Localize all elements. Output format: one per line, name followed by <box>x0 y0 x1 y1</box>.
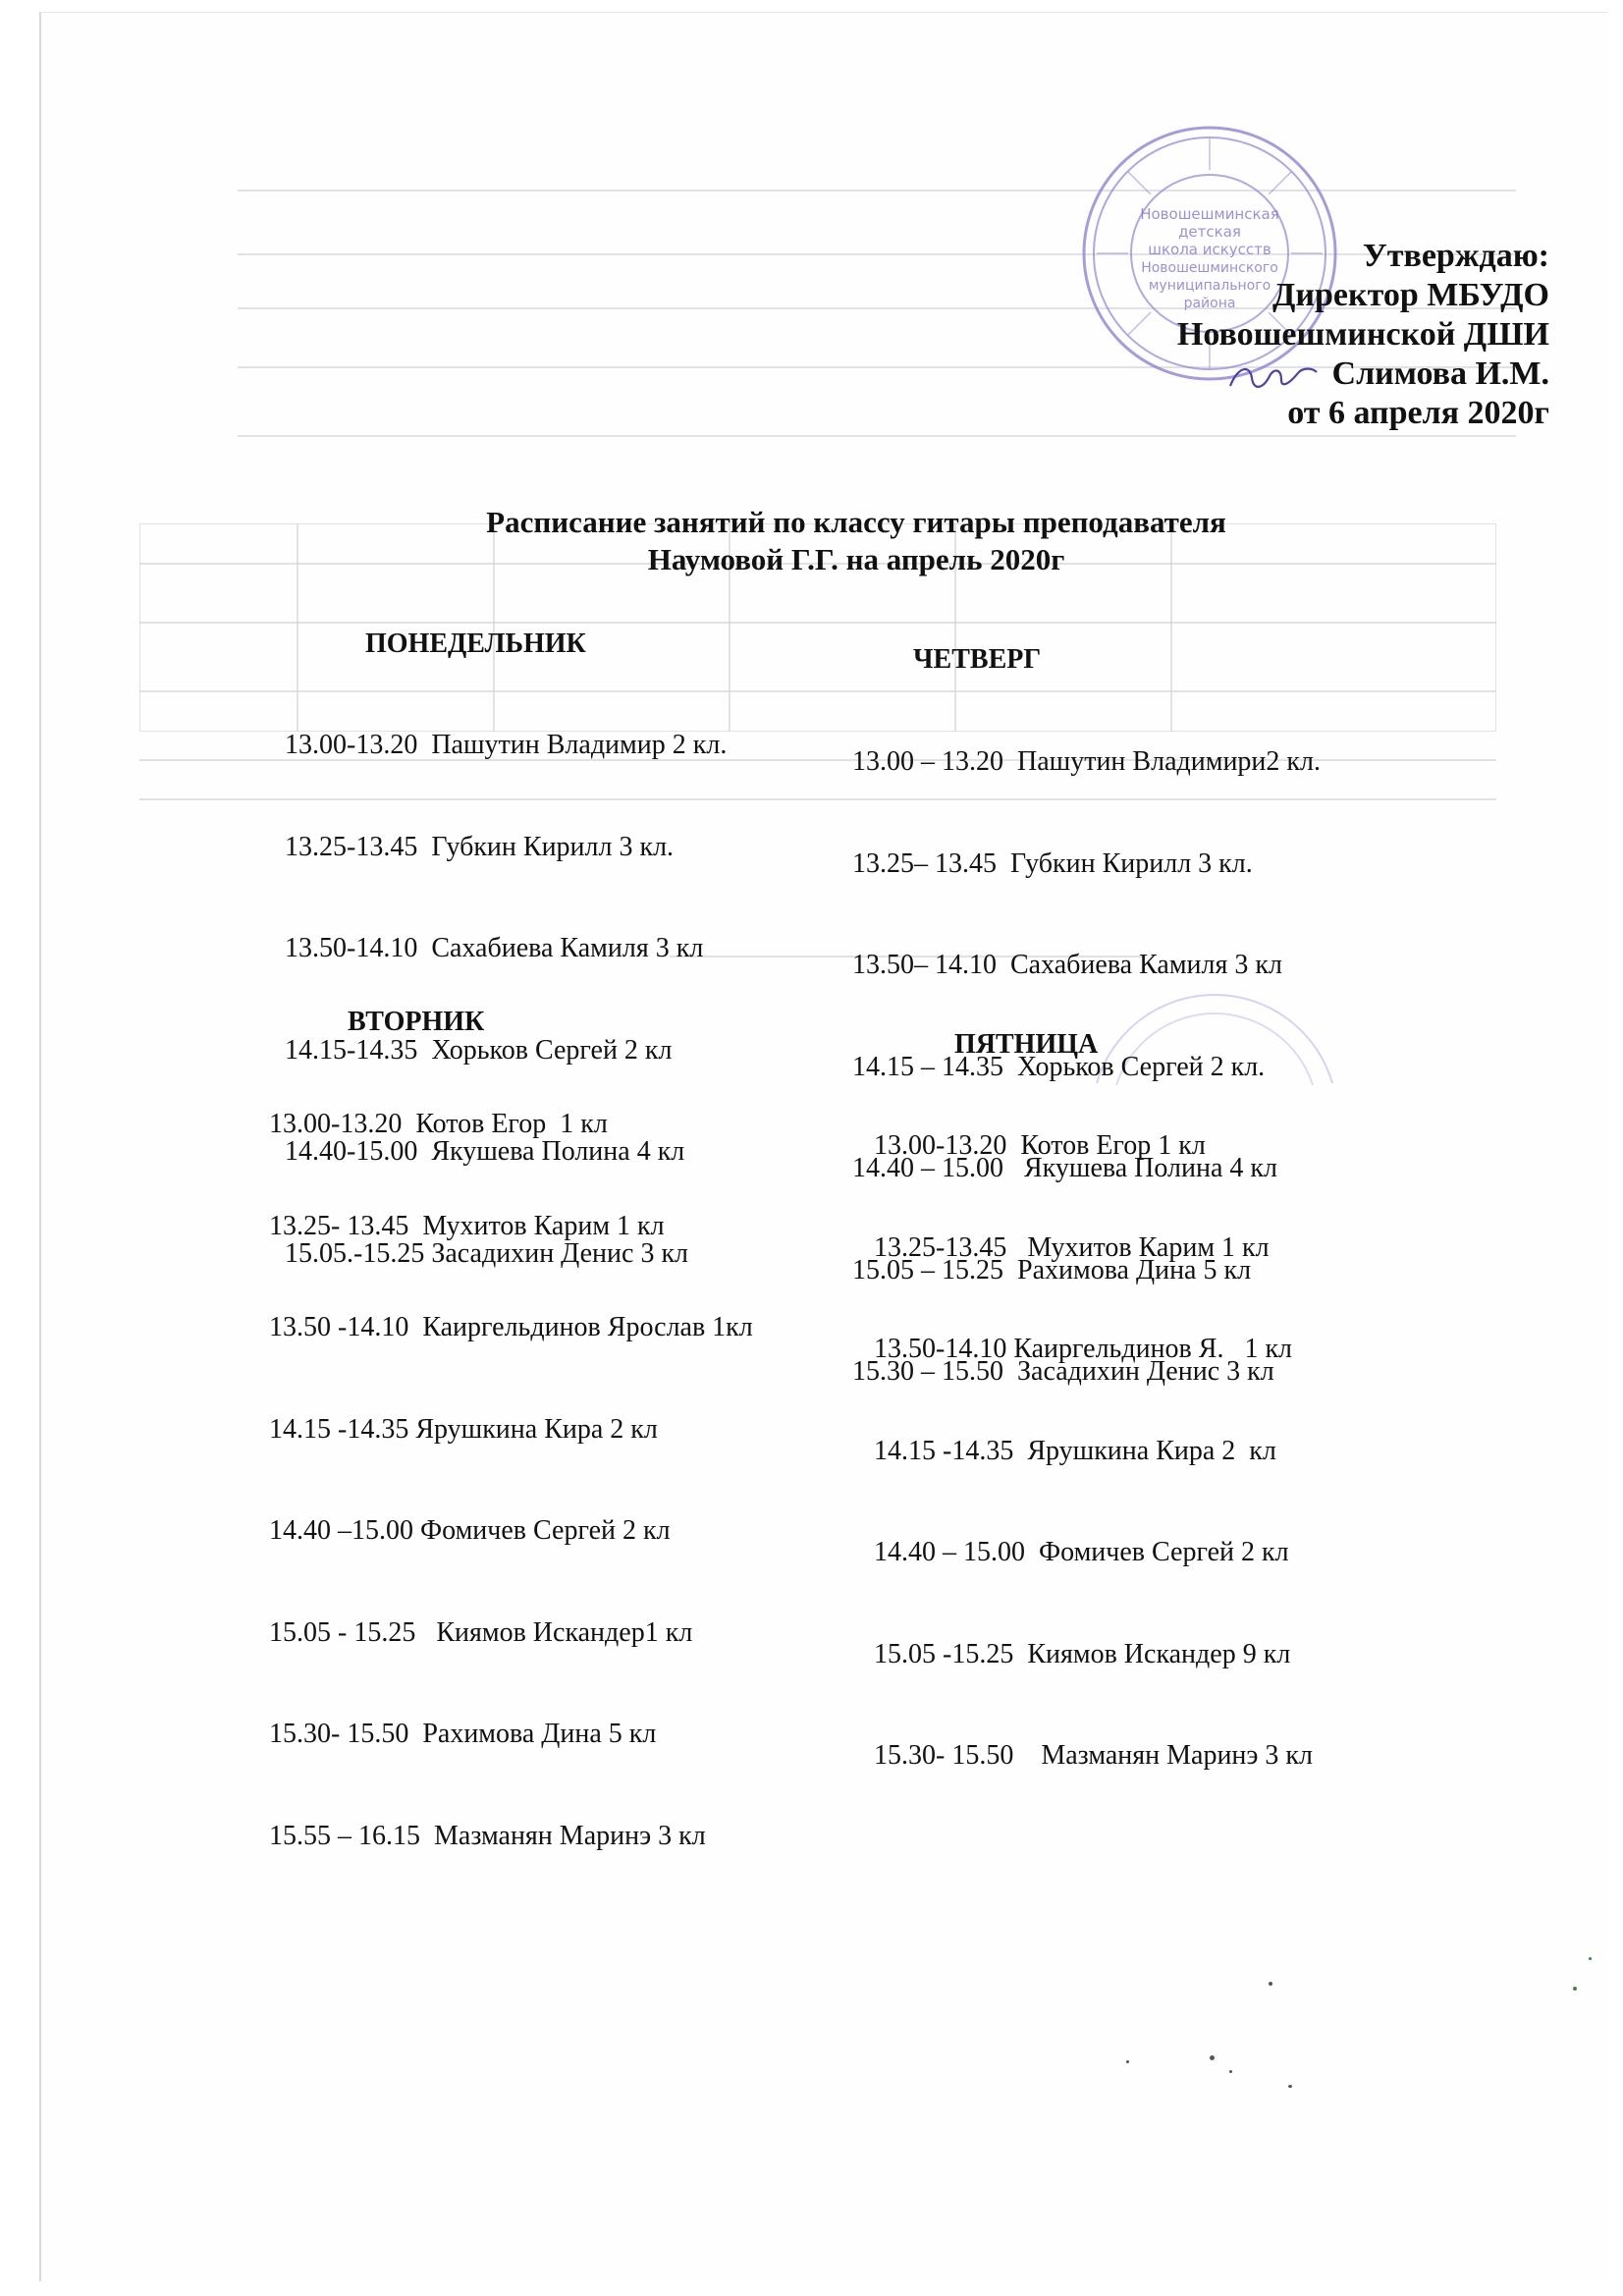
stamp-line-3: школа искусств <box>1148 241 1271 258</box>
document-title <box>365 504 1347 578</box>
approval-line-1: Утверждаю: <box>1362 238 1549 274</box>
schedule-row: 15.05.-15.25 Засадихин Денис 3 кл <box>285 1237 689 1269</box>
schedule-row: 14.40 – 15.00 Якушева Полина 4 кл <box>852 1153 1277 1183</box>
tuesday-heading: ВТОРНИК <box>348 1007 485 1037</box>
schedule-row: 13.00-13.20 Котов Егор 1 кл <box>874 1130 1206 1161</box>
schedule-row: 15.30- 15.50 Рахимова Дина 5 кл <box>269 1719 657 1749</box>
monday-heading: ПОНЕДЕЛЬНИК <box>365 629 586 659</box>
schedule-row: 13.00-13.20 Пашутин Владимир 2 кл. <box>285 730 728 760</box>
stamp-line-4: Новошешминского <box>1141 260 1278 276</box>
stamp-line-2: детская <box>1178 223 1241 241</box>
schedule-row: 13.25– 13.45 Губкин Кирилл 3 кл. <box>852 847 1253 879</box>
schedule-row: 14.40-15.00 Якушева Полина 4 кл <box>285 1136 685 1167</box>
schedule-row: 14.40 – 15.00 Фомичев Сергей 2 кл <box>874 1537 1289 1567</box>
schedule-row: 14.15-14.35 Хорьков Сергей 2 кл <box>285 1034 673 1066</box>
friday-schedule <box>874 1062 1313 1841</box>
schedule-row: 13.50-14.10 Каиргельдинов Я. 1 кл <box>874 1334 1293 1364</box>
document-page <box>39 12 1608 2281</box>
schedule-row: 15.05 - 15.25 Киямов Искандер1 кл <box>269 1616 693 1648</box>
schedule-row: 13.25-13.45 Мухитов Карим 1 кл <box>874 1231 1270 1263</box>
schedule-row: 13.25- 13.45 Мухитов Карим 1 кл <box>269 1210 665 1241</box>
schedule-row: 15.05 – 15.25 Рахимова Дина 5 кл <box>852 1254 1252 1285</box>
schedule-row: 13.50– 14.10 Сахабиева Камиля 3 кл <box>852 950 1282 980</box>
schedule-row: 15.30- 15.50 Мазманян Маринэ 3 кл <box>874 1740 1314 1771</box>
schedule-row: 13.00 – 13.20 Пашутин Владимири2 кл. <box>852 746 1321 777</box>
friday-heading: ПЯТНИЦА <box>954 1029 1099 1060</box>
approval-line-3: Новошешминской ДШИ <box>1176 316 1549 353</box>
schedule-row: 13.00-13.20 Котов Егор 1 кл <box>269 1109 608 1139</box>
tuesday-schedule <box>269 1040 753 1921</box>
approval-line-2: Директор МБУДО <box>1272 277 1549 313</box>
title-line-1: Расписание занятий по классу гитары преподавателя <box>486 505 1226 539</box>
schedule-row: 14.15 – 14.35 Хорьков Сергей 2 кл. <box>852 1051 1266 1082</box>
schedule-row: 15.30 – 15.50 Засадихин Денис 3 кл <box>852 1356 1274 1387</box>
approval-line-4: Слимова И.М. <box>1331 355 1549 392</box>
schedule-row: 15.05 -15.25 Киямов Искандер 9 кл <box>874 1638 1291 1669</box>
stamp-line-6: района <box>1183 296 1236 311</box>
schedule-row: 14.15 -14.35 Ярушкина Кира 2 кл <box>269 1413 658 1445</box>
schedule-row: 15.55 – 16.15 Мазманян Маринэ 3 кл <box>269 1820 706 1851</box>
schedule-row: 14.15 -14.35 Ярушкина Кира 2 кл <box>874 1435 1276 1466</box>
stamp-line-1: Новошешминская <box>1140 205 1279 223</box>
schedule-row: 13.50 -14.10 Каиргельдинов Ярослав 1кл <box>269 1312 753 1342</box>
schedule-row: 14.40 –15.00 Фомичев Сергей 2 кл <box>269 1515 671 1546</box>
approval-block <box>1177 237 1549 433</box>
stamp-line-5: муниципального <box>1148 278 1271 294</box>
approval-line-5: от 6 апреля 2020г <box>1287 395 1549 431</box>
schedule-row: 13.50-14.10 Сахабиева Камиля 3 кл <box>285 933 704 963</box>
schedule-row: 13.25-13.45 Губкин Кирилл 3 кл. <box>285 831 675 862</box>
title-line-2: Наумовой Г.Г. на апрель 2020г <box>647 542 1065 576</box>
thursday-heading: ЧЕТВЕРГ <box>913 644 1042 675</box>
